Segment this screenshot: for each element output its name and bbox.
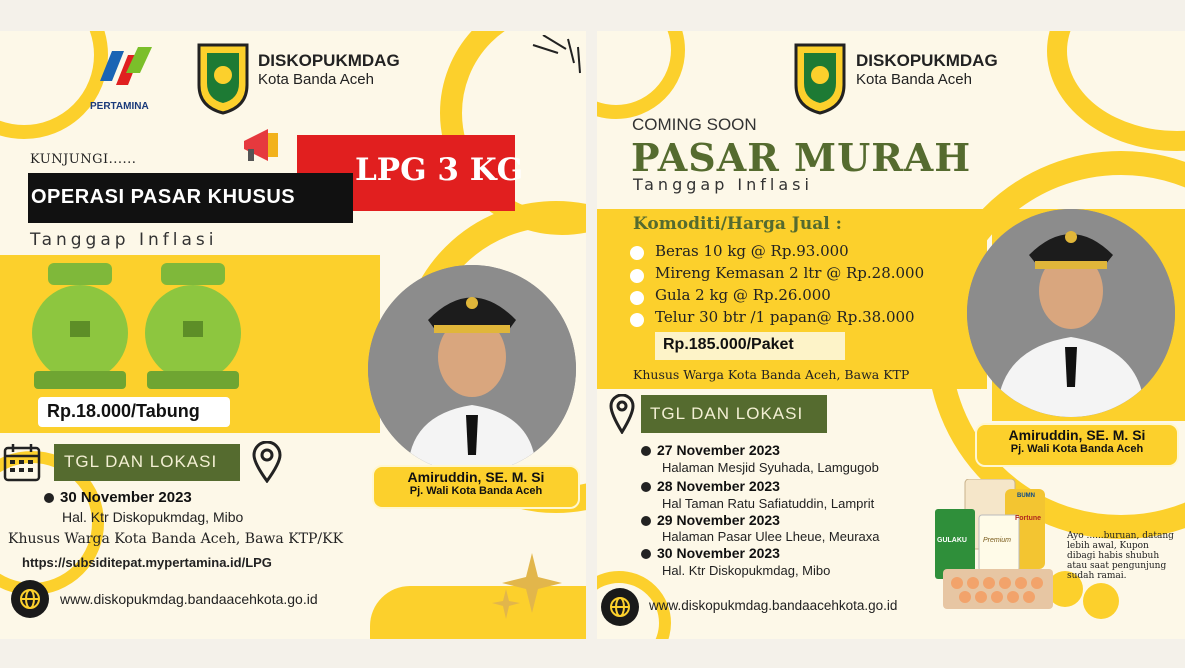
- person-title: Pj. Wali Kota Banda Aceh: [409, 485, 543, 497]
- banda-aceh-emblem: [195, 39, 251, 115]
- sparkle-icon: [492, 553, 562, 623]
- schedule-date: [641, 478, 780, 494]
- pertamina-logo: [90, 45, 160, 125]
- bullet: [630, 269, 644, 283]
- schedule-date: [641, 442, 780, 458]
- event-date: [44, 489, 192, 506]
- pertamina-label: PERTAMINA: [90, 101, 149, 112]
- portrait: [368, 265, 576, 473]
- tgl-header: TGL DAN LOKASI: [650, 404, 804, 423]
- schedule-date: [641, 545, 780, 561]
- agency-city: Kota Banda Aceh: [856, 71, 972, 88]
- emblem-icon: [792, 39, 848, 115]
- deco-ring: [597, 31, 685, 119]
- product-label: Premium: [983, 537, 1012, 544]
- bullet: [630, 291, 644, 305]
- event-title: OPERASI PASAR KHUSUS: [31, 186, 296, 208]
- tgl-header: TGL DAN LOKASI: [64, 452, 218, 471]
- pertamina-logo-icon: [90, 45, 156, 93]
- sunburst-icon: [528, 35, 583, 85]
- location-pin-icon: [252, 441, 282, 483]
- visit-text: KUNJUNGI......: [30, 152, 137, 167]
- package-price: Rp.185.000/Paket: [663, 336, 794, 353]
- person-caption: [372, 465, 580, 509]
- commodity-item: Mireng Kemasan 2 ltr @ Rp.28.000: [655, 264, 925, 282]
- bullet: [630, 246, 644, 260]
- subtitle: Tanggap Inflasi: [633, 175, 813, 194]
- main-title: PASAR MURAH: [631, 135, 972, 180]
- residents-note: Khusus Warga Kota Banda Aceh, Bawa KTP/KK: [8, 531, 344, 547]
- agency-city: Kota Banda Aceh: [258, 71, 374, 88]
- lpg-cylinder-icon: [143, 263, 243, 393]
- globe-icon: [10, 579, 50, 619]
- bullet: [630, 313, 644, 327]
- registration-link[interactable]: https://subsiditepat.mypertamina.id/LPG: [22, 555, 272, 570]
- subtitle: Tanggap Inflasi: [30, 230, 218, 250]
- commodity-item: Gula 2 kg @ Rp.26.000: [655, 286, 831, 304]
- megaphone-icon: [240, 127, 288, 167]
- agency-name: DISKOPUKMDAG: [856, 51, 998, 70]
- schedule-place: Hal Taman Ratu Safiatuddin, Lamprit: [662, 496, 875, 511]
- website-link[interactable]: www.diskopukmdag.bandaacehkota.go.id: [649, 598, 898, 613]
- globe-icon: [600, 587, 640, 627]
- event-location: Hal. Ktr Diskopukmdag, Mibo: [62, 509, 244, 525]
- person-title: Pj. Wali Kota Banda Aceh: [1010, 443, 1144, 455]
- person-caption: [975, 423, 1179, 467]
- commodity-header: Komoditi/Harga Jual :: [633, 214, 842, 234]
- schedule-place: Hal. Ktr Diskopukmdag, Mibo: [662, 563, 831, 578]
- person-name: Amiruddin, SE. M. Si: [1008, 427, 1146, 443]
- product-label: BUMN: [1017, 493, 1035, 499]
- event-date-text: 30 November 2023: [60, 489, 192, 506]
- person-name: Amiruddin, SE. M. Si: [407, 469, 545, 485]
- schedule-date: [641, 512, 780, 528]
- schedule-date-text: 27 November 2023: [657, 442, 780, 458]
- portrait: [967, 209, 1175, 417]
- lpg-cylinder-icon: [30, 263, 130, 393]
- emblem-icon: [195, 39, 251, 115]
- residents-note: Khusus Warga Kota Banda Aceh, Bawa KTP: [633, 367, 910, 382]
- official-portrait-icon: [967, 209, 1175, 417]
- deco-dot: [1083, 583, 1119, 619]
- schedule-date-text: 29 November 2023: [657, 512, 780, 528]
- schedule-date-text: 28 November 2023: [657, 478, 780, 494]
- poster-pasar-murah: [597, 31, 1185, 639]
- schedule-place: Halaman Pasar Ulee Lheue, Meuraxa: [662, 529, 880, 544]
- website-link[interactable]: www.diskopukmdag.bandaacehkota.go.id: [60, 591, 318, 607]
- schedule-place: Halaman Mesjid Syuhada, Lamgugob: [662, 460, 879, 475]
- agency-name: DISKOPUKMDAG: [258, 51, 400, 70]
- ayo-note: Ayo ......buruan, datang lebih awal, Kupon dibagi habis shubuh atau saat pengunjung sudah ramai.: [1067, 531, 1174, 581]
- location-pin-icon: [609, 394, 635, 434]
- calendar-icon: [3, 442, 41, 482]
- product-label: Fortune: [1015, 515, 1042, 522]
- coming-soon: COMING SOON: [632, 115, 757, 134]
- banda-aceh-emblem: [792, 39, 848, 115]
- commodity-item: Beras 10 kg @ Rp.93.000: [655, 242, 849, 260]
- product-label: GULAKU: [937, 537, 967, 544]
- poster-operasi-pasar: [0, 31, 586, 639]
- price-text: Rp.18.000/Tabung: [47, 401, 200, 421]
- official-portrait-icon: [368, 265, 576, 473]
- lpg-title: LPG 3 KG: [355, 152, 524, 188]
- groceries-image: [935, 479, 1065, 609]
- deco-ring: [1047, 31, 1185, 151]
- schedule-date-text: 30 November 2023: [657, 545, 780, 561]
- commodity-item: Telur 30 btr /1 papan@ Rp.38.000: [655, 308, 915, 326]
- groceries-icon: [935, 479, 1065, 609]
